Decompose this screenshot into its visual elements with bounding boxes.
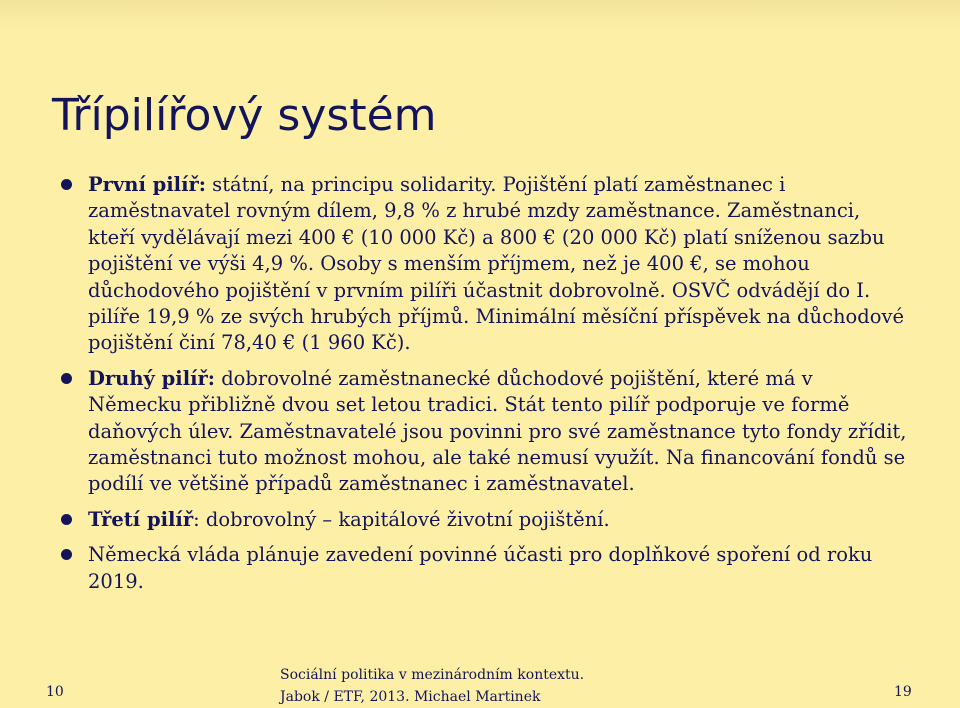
bullet-text: Německá vláda plánuje zavedení povinné účasti pro doplňkové spoření od roku 2019. bbox=[88, 543, 873, 593]
footer-source-line-1: Sociální politika v mezinárodním kontextu. bbox=[280, 667, 585, 683]
bullet-dot-icon bbox=[61, 549, 72, 560]
bullet-lead: První pilíř: bbox=[88, 173, 206, 196]
top-band bbox=[0, 0, 960, 30]
footer-page-number: 19 bbox=[894, 684, 912, 700]
bullet-list bbox=[58, 172, 908, 604]
bullet-text: : dobrovolný – kapitálové životní pojištění. bbox=[193, 507, 610, 531]
footer-source-line-2: Jabok / ETF, 2013. Michael Martinek bbox=[280, 689, 541, 705]
bullet-text: státní, na principu solidarity. Pojištění platí zaměstnanec i zaměstnavatel rovným dílem, 9,8 % z hrubé mzdy zaměstnance. Zaměstnanci, kteří vydělávají mezi 400 € (10 000 Kč) a 800 € (20 000 Kč) platí sníženou sazbu pojištění ve výši 4,9 %. Osoby s menším příjmem, než je 400 €, se mohou důchodového pojištění v prvním pilíři účastnit dobrovolně. OSVČ odvádějí do I. pilíře 19,9 % ze svých hrubých příjmů. Minimální měsíční příspěvek na důchodové pojištění činí 78,40 € (1 960 Kč). bbox=[88, 173, 905, 355]
bullet-third-pillar bbox=[58, 507, 908, 533]
bullet-second-pillar bbox=[58, 366, 908, 498]
bullet-first-pillar bbox=[58, 172, 908, 357]
bullet-dot-icon bbox=[61, 373, 72, 384]
bullet-text: dobrovolné zaměstnanecké důchodové pojištění, které má v Německu přibližně dvou set letou tradici. Stát tento pilíř podporuje ve formě daňových úlev. Zaměstnavatelé jsou povinni pro své zaměstnance tyto fondy zřídit, zaměstnanci tuto možnost mohou, ale také nemusí využít. Na financování fondů se podílí ve většině případů zaměstnanec i zaměstnavatel. bbox=[88, 366, 907, 496]
bullet-german-plan bbox=[58, 542, 908, 595]
bullet-dot-icon bbox=[61, 179, 72, 190]
bullet-lead: Třetí pilíř bbox=[88, 507, 194, 531]
bullet-dot-icon bbox=[61, 514, 72, 525]
slide-title: Třípilířový systém bbox=[52, 90, 437, 141]
footer-slide-index: 10 bbox=[46, 684, 64, 700]
footer-source bbox=[280, 664, 584, 708]
bullet-lead: Druhý pilíř: bbox=[88, 366, 215, 390]
